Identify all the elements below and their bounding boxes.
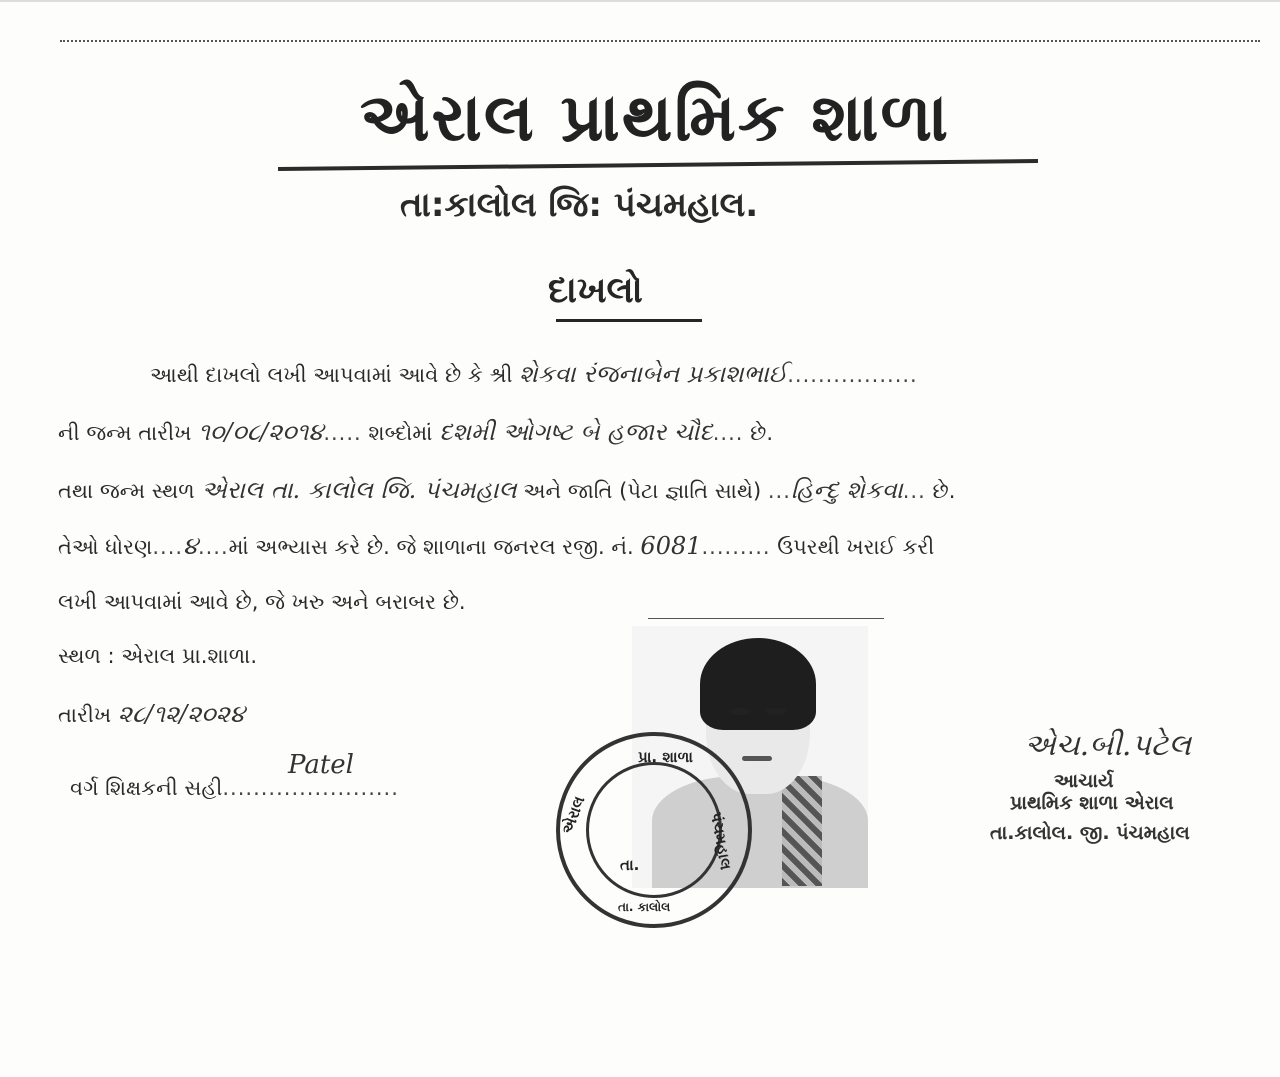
heading-underline: [556, 319, 702, 322]
dots: ...: [767, 479, 791, 503]
teacher-signature: Patel: [288, 750, 354, 780]
photo-scarf: [782, 776, 822, 886]
school-stamp: [556, 732, 752, 928]
line-4: [58, 532, 934, 560]
teacher-sign-label: વર્ગ શિક્ષકની સહી: [70, 776, 223, 800]
line-1-prefix: આથી દાખલો લખી આપવામાં આવે છે કે શ્રી: [150, 363, 513, 387]
register-number: 6081: [640, 532, 702, 560]
caste-label: અને જાતિ (પેટા જ્ઞાતિ સાથે): [523, 479, 762, 503]
is-suffix: છે.: [932, 479, 956, 503]
stamp-bottom-text: તા. કાલોલ: [618, 900, 671, 914]
dots: ....: [152, 535, 184, 559]
date-line: [58, 700, 245, 728]
dots: .....: [323, 421, 362, 445]
principal-signature: એચ.બી.પટેલ: [1024, 728, 1192, 763]
school-address: તા:કાલોલ જિ: પંચમહાલ.: [400, 185, 759, 225]
line-2: [58, 418, 773, 446]
line-4-suffix: ઉપરથી ખરાઈ કરી: [777, 535, 935, 559]
caste: હિન્દુ શેકવા: [790, 476, 903, 504]
stamp-inner-text: તા.: [620, 856, 640, 874]
certificate-heading: દાખલો: [548, 270, 643, 311]
photo-eye: [730, 708, 750, 715]
principal-title: આચાર્ય: [1054, 770, 1114, 792]
issue-date: ૨૮/૧૨/૨૦૨૪: [117, 700, 245, 728]
date-label: તારીખ: [58, 703, 112, 727]
stamp-right-text: પંચમહાલ: [707, 810, 735, 872]
principal-address: તા.કાલોલ. જી. પંચમહાલ: [990, 822, 1190, 844]
dots: .........: [701, 535, 771, 559]
photo-eye: [766, 708, 786, 715]
photo-hair: [700, 638, 816, 730]
is-suffix: છે.: [750, 421, 774, 445]
dots: ...: [902, 479, 926, 503]
in-words-label: શબ્દોમાં: [368, 421, 433, 445]
line-1: [150, 360, 918, 388]
date-of-birth: ૧૦/૦૮/૨૦૧૪: [198, 418, 324, 446]
line-3: [58, 476, 955, 504]
principal-school: પ્રાથમિક શાળા એરાલ: [1010, 792, 1174, 814]
stamp-left-text: એરાલ: [558, 793, 589, 837]
line-3-prefix: તથા જન્મ સ્થળ: [58, 479, 195, 503]
dob-in-words: દશમી ઓગષ્ટ બે હજાર ચૌદ: [439, 418, 713, 446]
place-line: સ્થળ : એરાલ પ્રા.શાળા.: [58, 644, 258, 668]
top-dotted-rule: [60, 40, 1260, 42]
line-4-mid: માં અભ્યાસ કરે છે. જે શાળાના જનરલ રજી. નં.: [228, 535, 634, 559]
stamp-inner-ring: [586, 762, 722, 898]
student-name: શેકવા રંજનાબેન પ્રકાશભાઈ: [519, 360, 788, 388]
dots: .................: [787, 363, 918, 387]
dots: .......................: [222, 776, 399, 800]
stamp-top-text: પ્રા. શાળા: [638, 748, 693, 766]
dots: ....: [197, 535, 229, 559]
line-4-prefix: તેઓ ધોરણ: [58, 535, 153, 559]
birth-place: એરાલ તા. કાલોલ જિ. પંચમહાલ: [201, 476, 517, 504]
standard: ૪: [183, 532, 198, 560]
line-5: લખી આપવામાં આવે છે, જે ખરુ અને બરાબર છે.: [58, 590, 466, 614]
top-edge: [0, 0, 1280, 2]
signature-rule: [648, 618, 884, 619]
school-name: એરાલ પ્રાથમિક શાળા: [359, 78, 951, 156]
photo-mouth: [742, 756, 772, 761]
dots: ....: [712, 421, 744, 445]
line-2-prefix: ની જન્મ તારીખ: [58, 421, 192, 445]
